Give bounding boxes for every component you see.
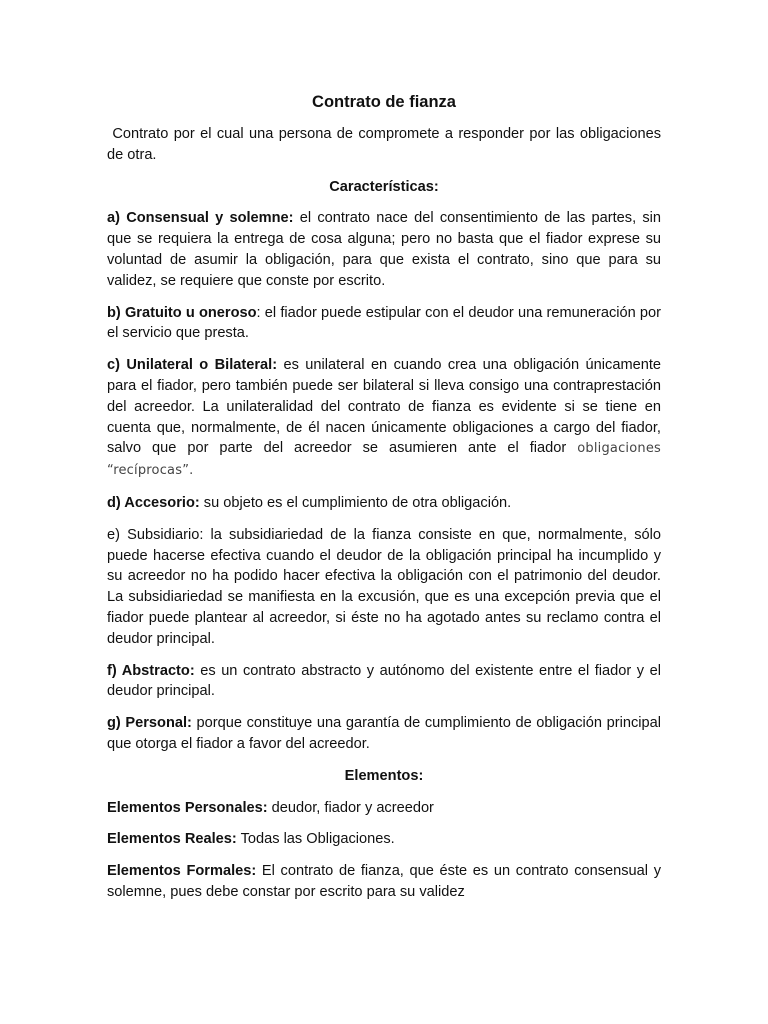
characteristic-label: a) Consensual y solemne: <box>107 210 294 227</box>
element-text: El contrato de fianza, que éste es un contrato consensual y solemne, pues debe constar por escrito para su validez <box>107 863 662 900</box>
characteristic-label: d) Accesorio: <box>107 494 200 511</box>
intro-paragraph <box>107 124 661 166</box>
characteristic-g <box>107 713 661 755</box>
characteristic-text: porque constituye una garantía de cumplimiento de obligación principal que otorga el fiador a favor del acreedor. <box>107 715 661 752</box>
characteristic-b <box>107 303 661 345</box>
element-label: Elementos Reales: <box>107 831 237 848</box>
characteristic-label: b) Gratuito u oneroso <box>107 304 257 321</box>
characteristic-text: su objeto es el cumplimiento de otra obligación. <box>199 494 512 511</box>
characteristics-heading: Características: <box>329 178 439 195</box>
characteristic-text: el contrato nace del consentimiento de las partes, sin que se requiera la entrega de cosa alguna; pero no basta que el fiador exprese su voluntad de asumir la obligación, para que exista el contrato, sino que para su validez, se requiere que conste por escrito. <box>107 210 661 289</box>
characteristic-label: c) Unilateral o Bilateral: <box>107 357 278 374</box>
characteristic-label: f) Abstracto: <box>107 662 195 679</box>
element-formales <box>107 861 661 903</box>
characteristic-text: es unilateral en cuando crea una obligación únicamente para el fiador, pero también puede ser bilateral si lleva consigo una contraprestación del acreedor. La unilateralidad del contrato de fianza es evidente si se tiene en cuenta que, normalmente, de él nacen únicamente obligaciones a cargo del fiador, salvo que por parte del acreedor se asumieren ante el fiador <box>107 357 662 457</box>
elements-heading: Elementos: <box>344 767 424 784</box>
intro-text: Contrato por el cual una persona de compromete a responder por las obligaciones de otra. <box>107 126 661 163</box>
characteristic-tail: obligaciones “recíprocas”. <box>107 441 661 479</box>
characteristic-c <box>107 355 661 482</box>
characteristic-text: es un contrato abstracto y autónomo del existente entre el fiador y el deudor principal. <box>107 662 661 700</box>
characteristic-f <box>107 661 661 703</box>
element-text: deudor, fiador y acreedor <box>267 799 434 816</box>
document-page <box>107 92 661 914</box>
document-title: Contrato de fianza <box>312 93 456 111</box>
characteristic-text: e) Subsidiario: la subsidiariedad de la fianza consiste en que, normalmente, sólo puede hacerse efectiva cuando el deudor de la obligación principal ha incumplido y su acreedor no ha podido hacer efectiva la obligación con el patrimonio del deudor. La subsidiariedad se manifiesta en la excusión, que es una excepción previa que el fiador puede plantear al acreedor, si éste no ha agotado antes su reclamo contra el deudor principal. <box>107 526 661 647</box>
characteristic-label: g) Personal: <box>107 715 192 732</box>
element-label: Elementos Personales: <box>107 799 268 816</box>
element-label: Elementos Formales: <box>107 863 257 880</box>
characteristic-a <box>107 208 661 291</box>
element-reales <box>107 829 661 850</box>
element-personales <box>107 798 661 819</box>
characteristic-e <box>107 525 661 650</box>
element-text: Todas las Obligaciones. <box>236 831 395 848</box>
characteristic-text: : el fiador puede estipular con el deudor una remuneración por el servicio que presta. <box>107 304 661 342</box>
characteristic-d <box>107 493 661 514</box>
